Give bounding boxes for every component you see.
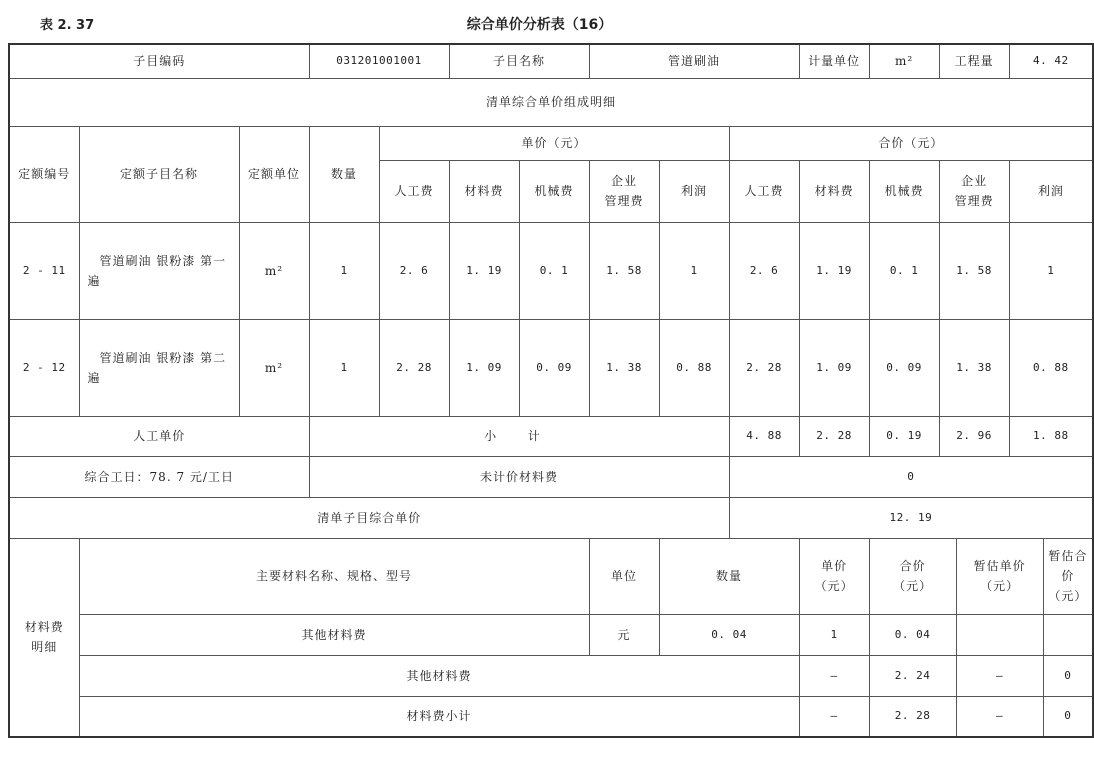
material-total: 0. 04 — [869, 614, 956, 655]
item-unit-price-label: 清单子目综合单价 — [9, 497, 729, 538]
table-row — [9, 126, 1093, 160]
profit-header: 利润 — [659, 160, 729, 222]
unit-machine: 0. 09 — [519, 319, 589, 416]
material-header: 材料费 — [799, 160, 869, 222]
unit-mgmt: 1. 38 — [589, 319, 659, 416]
measure-unit-value: m² — [869, 44, 939, 78]
quantity-header: 数量 — [309, 126, 379, 222]
material-est-total: 0 — [1043, 655, 1093, 696]
quota-code: 2 - 12 — [9, 319, 79, 416]
material-est-unit: — — [956, 696, 1043, 737]
unit-labor: 2. 6 — [379, 222, 449, 319]
labor-header: 人工费 — [379, 160, 449, 222]
subtotal-mgmt: 2. 96 — [939, 416, 1009, 456]
subtotal-profit: 1. 88 — [1009, 416, 1093, 456]
material-est-unit: — — [956, 655, 1043, 696]
item-code-label: 子目编码 — [9, 44, 309, 78]
material-qty-header: 数量 — [659, 538, 799, 614]
material-unit-price: 1 — [799, 614, 869, 655]
table-row — [9, 497, 1093, 538]
material-total: 2. 28 — [869, 696, 956, 737]
material-total-header: 合价 （元） — [869, 538, 956, 614]
quota-unit-header: 定额单位 — [239, 126, 309, 222]
unit-price-analysis-table — [8, 43, 1094, 738]
item-name-label: 子目名称 — [449, 44, 589, 78]
total-mgmt: 1. 58 — [939, 222, 1009, 319]
page-header — [0, 0, 1079, 40]
table-row — [9, 44, 1093, 78]
subtotal-material: 2. 28 — [799, 416, 869, 456]
material-name-header: 主要材料名称、规格、型号 — [79, 538, 589, 614]
quantity-value: 4. 42 — [1009, 44, 1093, 78]
total-profit: 1 — [1009, 222, 1093, 319]
labor-unit-price-label: 人工单价 — [9, 416, 309, 456]
item-unit-price-value: 12. 19 — [729, 497, 1093, 538]
quota-code: 2 - 11 — [9, 222, 79, 319]
unit-price-group-header: 单价（元） — [379, 126, 729, 160]
unit-machine: 0. 1 — [519, 222, 589, 319]
unit-profit: 0. 88 — [659, 319, 729, 416]
total-labor: 2. 6 — [729, 222, 799, 319]
material-est-unit-header: 暂估单价 （元） — [956, 538, 1043, 614]
workday-rate: 综合工日：78. 7 元/工日 — [9, 456, 309, 497]
unit-profit: 1 — [659, 222, 729, 319]
profit-header: 利润 — [1009, 160, 1093, 222]
material-unit-price: — — [799, 696, 869, 737]
material-unit-price: — — [799, 655, 869, 696]
material-subtotal-label: 材料费小计 — [79, 696, 799, 737]
quota-code-header: 定额编号 — [9, 126, 79, 222]
quota-unit: m² — [239, 319, 309, 416]
item-name-value: 管道刷油 — [589, 44, 799, 78]
unit-mgmt: 1. 58 — [589, 222, 659, 319]
quota-qty: 1 — [309, 222, 379, 319]
table-row — [9, 538, 1093, 614]
table-title: 综合单价分析表（16） — [466, 17, 613, 33]
material-total: 2. 24 — [869, 655, 956, 696]
table-row — [9, 655, 1093, 696]
quantity-label: 工程量 — [939, 44, 1009, 78]
table-row — [9, 416, 1093, 456]
unit-labor: 2. 28 — [379, 319, 449, 416]
section-title: 清单综合单价组成明细 — [9, 78, 1093, 126]
material-unit-header: 单位 — [589, 538, 659, 614]
table-number: 表 2. 37 — [40, 18, 95, 33]
quota-qty: 1 — [309, 319, 379, 416]
subtotal-label: 小 计 — [309, 416, 729, 456]
quota-unit: m² — [239, 222, 309, 319]
machine-header: 机械费 — [869, 160, 939, 222]
item-code-value: 031201001001 — [309, 44, 449, 78]
unit-material: 1. 19 — [449, 222, 519, 319]
total-price-group-header: 合价（元） — [729, 126, 1093, 160]
material-est-total: 0 — [1043, 696, 1093, 737]
material-detail-label: 材料费 明细 — [9, 538, 79, 737]
material-est-total — [1043, 614, 1093, 655]
material-name: 其他材料费 — [79, 655, 799, 696]
table-row — [9, 696, 1093, 737]
table-row — [9, 319, 1093, 416]
total-material: 1. 09 — [799, 319, 869, 416]
measure-unit-label: 计量单位 — [799, 44, 869, 78]
material-est-unit — [956, 614, 1043, 655]
total-machine: 0. 09 — [869, 319, 939, 416]
unpriced-material-label: 未计价材料费 — [309, 456, 729, 497]
table-row — [9, 456, 1093, 497]
material-name: 其他材料费 — [79, 614, 589, 655]
material-header: 材料费 — [449, 160, 519, 222]
subtotal-labor: 4. 88 — [729, 416, 799, 456]
total-mgmt: 1. 38 — [939, 319, 1009, 416]
unit-material: 1. 09 — [449, 319, 519, 416]
quota-name: 管道刷油 银粉漆 第二遍 — [79, 319, 239, 416]
table-row — [9, 78, 1093, 126]
unpriced-material-value: 0 — [729, 456, 1093, 497]
quota-name: 管道刷油 银粉漆 第一遍 — [79, 222, 239, 319]
quota-name-header: 定额子目名称 — [79, 126, 239, 222]
total-profit: 0. 88 — [1009, 319, 1093, 416]
table-row — [9, 614, 1093, 655]
machine-header: 机械费 — [519, 160, 589, 222]
total-material: 1. 19 — [799, 222, 869, 319]
mgmt-header: 企业 管理费 — [939, 160, 1009, 222]
table-row — [9, 222, 1093, 319]
material-unit: 元 — [589, 614, 659, 655]
mgmt-header: 企业 管理费 — [589, 160, 659, 222]
total-labor: 2. 28 — [729, 319, 799, 416]
material-unit-price-header: 单价 （元） — [799, 538, 869, 614]
labor-header: 人工费 — [729, 160, 799, 222]
material-qty: 0. 04 — [659, 614, 799, 655]
material-est-total-header: 暂估合价 （元） — [1043, 538, 1093, 614]
subtotal-machine: 0. 19 — [869, 416, 939, 456]
total-machine: 0. 1 — [869, 222, 939, 319]
